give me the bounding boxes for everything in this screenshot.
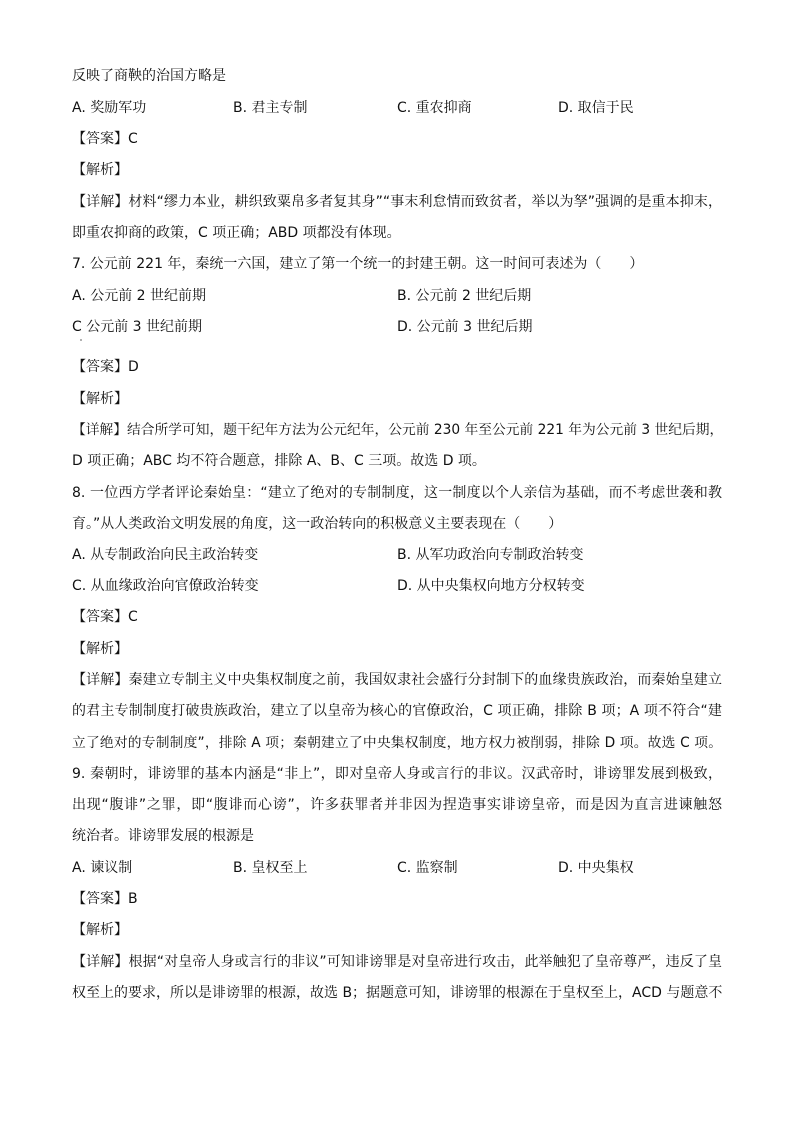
q9-detail-line-1: 【详解】根据“对皇帝人身或言行的非议”可知诽谤罪是对皇帝进行攻击，此举触犯了皇帝尊严，违反了皇: [72, 954, 722, 970]
q7-detail-line-2: D 项正确；ABC 均不符合题意，排除 A、B、C 三项。故选 D 项。: [72, 453, 486, 469]
q7-stem: 7. 公元前 221 年，秦统一六国，建立了第一个统一的封建王朝。这一时间可表述为（ ）: [72, 256, 644, 272]
q9-option-a: A. 谏议制: [72, 860, 133, 876]
q6-option-c: C. 重农抑商: [397, 100, 472, 116]
q6-detail-line-1: 【详解】材料“缪力本业，耕织致粟帛多者复其身”“事末利怠情而致贫者，举以为孥”强调的是重本抑末，: [72, 194, 722, 210]
q8-option-a: A. 从专制政治向民主政治转变: [72, 547, 259, 563]
q9-option-d: D. 中央集权: [558, 860, 634, 876]
q6-stem-tail: 反映了商鞅的治国方略是: [72, 68, 226, 84]
q8-stem-line-1: 8. 一位西方学者评论秦始皇：“建立了绝对的专制制度，这一制度以个人亲信为基础，而不考虑世袭和教: [72, 485, 722, 501]
q8-option-b: B. 从军功政治向专制政治转变: [397, 547, 584, 563]
q6-option-d: D. 取信于民: [558, 100, 634, 116]
q6-option-a: A. 奖励军功: [72, 100, 147, 116]
q8-stem-line-2: 育。”从人类政治文明发展的角度，这一政治转向的积极意义主要表现在（ ）: [72, 516, 563, 532]
q7-answer: 【答案】D: [72, 359, 139, 375]
q6-answer: 【答案】C: [72, 131, 138, 147]
q6-option-b: B. 君主专制: [233, 100, 308, 116]
q9-stem-line-1: 9. 秦朝时，诽谤罪的基本内涵是“非上”，即对皇帝人身或言行的非议。汉武帝时，诽谤罪发展到极致，: [72, 766, 722, 782]
q6-detail-line-2: 即重农抑商的政策，C 项正确；ABD 项都没有体现。: [72, 225, 401, 241]
q9-detail-line-2: 权至上的要求，所以是诽谤罪的根源，故选 B；据题意可知，诽谤罪的根源在于皇权至上，ACD 与题意不: [72, 985, 723, 1001]
q9-answer: 【答案】B: [72, 891, 138, 907]
q7-analysis-label: 【解析】: [72, 391, 128, 407]
q8-answer: 【答案】C: [72, 609, 138, 625]
q9-option-b: B. 皇权至上: [233, 860, 308, 876]
q8-analysis-label: 【解析】: [72, 641, 128, 657]
q9-stem-line-3: 统治者。诽谤罪发展的根源是: [72, 828, 254, 844]
q8-detail-line-1: 【详解】秦建立专制主义中央集权制度之前，我国奴隶社会盛行分封制下的血缘贵族政治，而秦始皇建立: [72, 672, 722, 688]
q9-stem-line-2: 出现“腹诽”之罪，即“腹诽而心谤”，许多获罪者并非因为捏造事实诽谤皇帝，而是因为直言进谏触怒: [72, 797, 722, 813]
q9-option-c: C. 监察制: [397, 860, 458, 876]
q7-option-b: B. 公元前 2 世纪后期: [397, 288, 532, 304]
q7-option-d: D. 公元前 3 世纪后期: [397, 319, 533, 335]
q8-option-c: C. 从血缘政治向官僚政治转变: [72, 578, 259, 594]
q8-detail-line-2: 的君主专制制度打破贵族政治，建立了以皇帝为核心的官僚政治，C 项正确，排除 B 项；A 项不符合“建: [72, 703, 722, 719]
document-page: [72, 0, 722, 1123]
q7-option-a: A. 公元前 2 世纪前期: [72, 288, 207, 304]
scan-speck: [80, 339, 82, 341]
q8-detail-line-3: 立了绝对的专制制度”，排除 A 项；秦朝建立了中央集权制度，地方权力被削弱，排除 D 项。故选 C 项。: [72, 735, 722, 751]
q7-option-c: C 公元前 3 世纪前期: [72, 319, 203, 335]
q7-detail-line-1: 【详解】结合所学可知，题干纪年方法为公元纪年，公元前 230 年至公元前 221 年为公元前 3 世纪后期，: [72, 422, 724, 438]
q9-analysis-label: 【解析】: [72, 922, 128, 938]
q6-analysis-label: 【解析】: [72, 162, 128, 178]
q8-option-d: D. 从中央集权向地方分权转变: [397, 578, 585, 594]
